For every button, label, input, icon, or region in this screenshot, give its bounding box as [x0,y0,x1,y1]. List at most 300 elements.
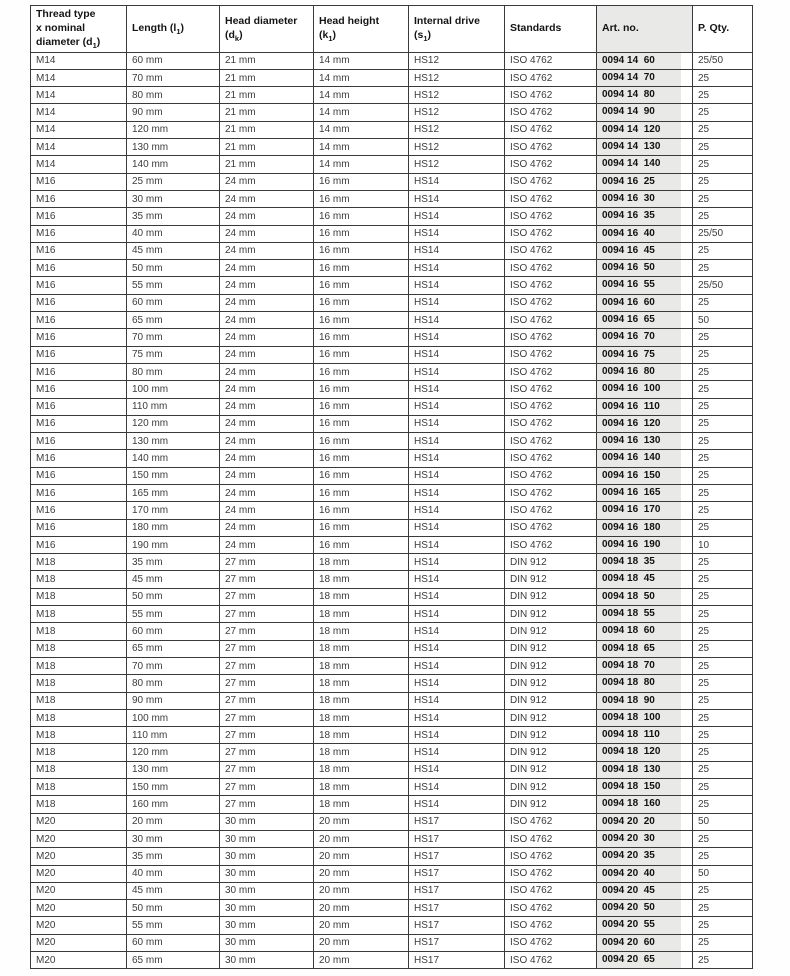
art-no-highlight: 0094 18 100 [597,710,681,726]
cell-head-height: 18 mm [314,709,409,726]
cell-standards: DIN 912 [505,727,597,744]
cell-head-diameter: 21 mm [220,52,314,69]
table-row [31,934,753,951]
cell-internal-drive: HS14 [409,346,505,363]
cell-length: 55 mm [127,917,220,934]
cell-art-no [597,779,693,796]
cell-head-diameter: 27 mm [220,692,314,709]
cell-length: 160 mm [127,796,220,813]
cell-art-no [597,190,693,207]
cell-art-no [597,329,693,346]
cell-art-no [597,640,693,657]
cell-art-no [597,277,693,294]
art-no-highlight: 0094 18 90 [597,693,681,709]
art-no-highlight: 0094 14 120 [597,122,681,138]
cell-length: 140 mm [127,450,220,467]
cell-length: 70 mm [127,657,220,674]
cell-head-diameter: 24 mm [220,398,314,415]
art-no-highlight: 0094 16 130 [597,433,681,449]
art-no-highlight: 0094 20 40 [597,866,681,882]
art-no-highlight: 0094 16 55 [597,277,681,293]
cell-art-no [597,519,693,536]
table-row [31,657,753,674]
cell-internal-drive: HS14 [409,692,505,709]
cell-length: 45 mm [127,882,220,899]
cell-head-height: 16 mm [314,190,409,207]
cell-thread-type: M18 [31,623,127,640]
cell-art-no [597,225,693,242]
table-row [31,554,753,571]
cell-standards: ISO 4762 [505,952,597,969]
cell-art-no [597,381,693,398]
cell-standards: ISO 4762 [505,312,597,329]
cell-thread-type: M16 [31,363,127,380]
cell-art-no [597,796,693,813]
cell-length: 35 mm [127,848,220,865]
cell-p-qty: 25 [693,242,753,259]
cell-head-height: 16 mm [314,208,409,225]
table-row [31,882,753,899]
cell-thread-type: M18 [31,744,127,761]
cell-standards: ISO 4762 [505,398,597,415]
table-row [31,156,753,173]
cell-internal-drive: HS17 [409,900,505,917]
cell-p-qty: 25 [693,190,753,207]
cell-head-height: 16 mm [314,519,409,536]
cell-standards: ISO 4762 [505,104,597,121]
cell-p-qty: 25 [693,398,753,415]
cell-head-diameter: 30 mm [220,900,314,917]
cell-head-diameter: 30 mm [220,813,314,830]
cell-p-qty: 25 [693,433,753,450]
cell-length: 150 mm [127,467,220,484]
cell-head-height: 18 mm [314,727,409,744]
cell-p-qty: 25 [693,294,753,311]
cell-head-diameter: 24 mm [220,208,314,225]
cell-internal-drive: HS17 [409,882,505,899]
cell-head-diameter: 24 mm [220,536,314,553]
cell-thread-type: M18 [31,727,127,744]
cell-p-qty: 25 [693,779,753,796]
cell-standards: ISO 4762 [505,156,597,173]
cell-internal-drive: HS14 [409,485,505,502]
cell-p-qty: 25 [693,761,753,778]
cell-thread-type: M18 [31,761,127,778]
cell-head-height: 18 mm [314,606,409,623]
cell-internal-drive: HS12 [409,87,505,104]
cell-length: 190 mm [127,536,220,553]
cell-head-height: 20 mm [314,865,409,882]
cell-thread-type: M16 [31,329,127,346]
cell-standards: ISO 4762 [505,900,597,917]
cell-p-qty: 25 [693,952,753,969]
cell-head-diameter: 24 mm [220,312,314,329]
cell-p-qty: 25/50 [693,52,753,69]
cell-thread-type: M20 [31,848,127,865]
cell-p-qty: 25 [693,121,753,138]
cell-internal-drive: HS14 [409,744,505,761]
cell-head-diameter: 24 mm [220,415,314,432]
cell-thread-type: M18 [31,588,127,605]
cell-standards: ISO 4762 [505,934,597,951]
cell-head-height: 20 mm [314,917,409,934]
table-row [31,139,753,156]
cell-length: 90 mm [127,692,220,709]
table-row [31,173,753,190]
cell-p-qty: 50 [693,312,753,329]
cell-internal-drive: HS14 [409,277,505,294]
product-spec-table [30,5,753,969]
cell-thread-type: M16 [31,277,127,294]
cell-p-qty: 10 [693,536,753,553]
art-no-highlight: 0094 16 110 [597,399,681,415]
cell-thread-type: M20 [31,900,127,917]
cell-internal-drive: HS14 [409,450,505,467]
cell-head-diameter: 24 mm [220,294,314,311]
cell-standards: ISO 4762 [505,865,597,882]
cell-thread-type: M20 [31,830,127,847]
table-row [31,208,753,225]
cell-p-qty: 25 [693,657,753,674]
cell-art-no [597,657,693,674]
cell-length: 55 mm [127,277,220,294]
subscript: 1 [423,33,428,43]
cell-internal-drive: HS14 [409,675,505,692]
cell-length: 70 mm [127,69,220,86]
cell-internal-drive: HS12 [409,69,505,86]
cell-internal-drive: HS12 [409,139,505,156]
art-no-highlight: 0094 18 60 [597,623,681,639]
table-row [31,779,753,796]
cell-internal-drive: HS14 [409,208,505,225]
table-row [31,830,753,847]
cell-length: 35 mm [127,554,220,571]
cell-head-height: 16 mm [314,485,409,502]
art-no-highlight: 0094 20 50 [597,900,681,916]
cell-art-no [597,606,693,623]
cell-standards: ISO 4762 [505,190,597,207]
art-no-highlight: 0094 20 45 [597,883,681,899]
cell-head-diameter: 24 mm [220,225,314,242]
cell-art-no [597,502,693,519]
cell-length: 65 mm [127,640,220,657]
cell-standards: ISO 4762 [505,882,597,899]
cell-thread-type: M18 [31,657,127,674]
cell-standards: DIN 912 [505,640,597,657]
cell-length: 40 mm [127,865,220,882]
cell-head-height: 16 mm [314,294,409,311]
cell-art-no [597,450,693,467]
cell-internal-drive: HS14 [409,294,505,311]
table-row [31,242,753,259]
cell-p-qty: 25 [693,139,753,156]
cell-internal-drive: HS14 [409,260,505,277]
art-no-highlight: 0094 16 65 [597,312,681,328]
cell-head-height: 16 mm [314,225,409,242]
cell-head-diameter: 27 mm [220,623,314,640]
table-row [31,312,753,329]
cell-art-no [597,104,693,121]
cell-head-diameter: 21 mm [220,104,314,121]
cell-art-no [597,398,693,415]
art-no-highlight: 0094 18 45 [597,571,681,587]
cell-internal-drive: HS14 [409,657,505,674]
cell-head-diameter: 24 mm [220,502,314,519]
cell-head-diameter: 21 mm [220,121,314,138]
cell-standards: ISO 4762 [505,450,597,467]
cell-art-no [597,69,693,86]
cell-thread-type: M16 [31,467,127,484]
cell-art-no [597,173,693,190]
table-row [31,952,753,969]
cell-head-height: 18 mm [314,796,409,813]
cell-standards: ISO 4762 [505,519,597,536]
cell-head-height: 16 mm [314,329,409,346]
cell-internal-drive: HS17 [409,865,505,882]
cell-thread-type: M16 [31,260,127,277]
cell-thread-type: M14 [31,139,127,156]
art-no-highlight: 0094 16 100 [597,381,681,397]
cell-length: 120 mm [127,415,220,432]
table-row [31,329,753,346]
cell-head-height: 16 mm [314,260,409,277]
art-no-highlight: 0094 16 150 [597,468,681,484]
cell-standards: DIN 912 [505,554,597,571]
cell-length: 180 mm [127,519,220,536]
cell-art-no [597,813,693,830]
cell-thread-type: M16 [31,173,127,190]
cell-head-diameter: 24 mm [220,242,314,259]
cell-length: 25 mm [127,173,220,190]
cell-head-diameter: 30 mm [220,865,314,882]
cell-head-diameter: 24 mm [220,329,314,346]
cell-thread-type: M16 [31,433,127,450]
cell-p-qty: 25 [693,554,753,571]
cell-art-no [597,761,693,778]
cell-art-no [597,882,693,899]
cell-thread-type: M16 [31,312,127,329]
cell-internal-drive: HS12 [409,121,505,138]
cell-internal-drive: HS14 [409,312,505,329]
art-no-highlight: 0094 16 35 [597,208,681,224]
cell-standards: ISO 4762 [505,277,597,294]
cell-p-qty: 25 [693,934,753,951]
cell-p-qty: 25 [693,727,753,744]
cell-length: 60 mm [127,52,220,69]
cell-thread-type: M16 [31,190,127,207]
cell-internal-drive: HS17 [409,952,505,969]
cell-art-no [597,156,693,173]
cell-length: 30 mm [127,830,220,847]
cell-head-diameter: 24 mm [220,519,314,536]
col-header-internal-drive: Internal drive $(s_1)$ [409,6,505,53]
art-no-highlight: 0094 18 130 [597,762,681,778]
table-row [31,536,753,553]
art-no-highlight: 0094 20 20 [597,814,681,830]
art-no-highlight: 0094 18 120 [597,744,681,760]
cell-art-no [597,692,693,709]
cell-internal-drive: HS14 [409,536,505,553]
subscript: 1 [92,40,97,50]
cell-art-no [597,208,693,225]
cell-p-qty: 25 [693,519,753,536]
art-no-highlight: 0094 16 60 [597,295,681,311]
cell-p-qty: 25 [693,744,753,761]
table-row [31,692,753,709]
subscript: k [234,33,240,43]
cell-standards: DIN 912 [505,675,597,692]
cell-internal-drive: HS14 [409,433,505,450]
cell-internal-drive: HS17 [409,813,505,830]
cell-head-height: 18 mm [314,761,409,778]
table-row [31,260,753,277]
col-header-head-diameter: Head diameter $(d_k)$ [220,6,314,53]
cell-standards: DIN 912 [505,623,597,640]
cell-length: 65 mm [127,952,220,969]
cell-thread-type: M20 [31,865,127,882]
table-row [31,900,753,917]
cell-p-qty: 50 [693,813,753,830]
cell-head-diameter: 30 mm [220,848,314,865]
cell-internal-drive: HS14 [409,173,505,190]
cell-thread-type: M16 [31,485,127,502]
cell-length: 50 mm [127,588,220,605]
table-row [31,865,753,882]
cell-internal-drive: HS14 [409,554,505,571]
cell-head-diameter: 24 mm [220,450,314,467]
cell-art-no [597,536,693,553]
cell-art-no [597,363,693,380]
art-no-highlight: 0094 16 75 [597,347,681,363]
table-row [31,709,753,726]
cell-thread-type: M16 [31,519,127,536]
cell-head-height: 16 mm [314,433,409,450]
cell-thread-type: M16 [31,294,127,311]
table-row [31,346,753,363]
cell-thread-type: M20 [31,952,127,969]
cell-standards: DIN 912 [505,692,597,709]
art-no-highlight: 0094 16 170 [597,502,681,518]
col-header-art-no: Art. no. [597,6,693,53]
table-row [31,121,753,138]
cell-art-no [597,415,693,432]
table-row [31,225,753,242]
cell-internal-drive: HS17 [409,934,505,951]
cell-length: 130 mm [127,433,220,450]
col-header-head-height: Head height $(k_1)$ [314,6,409,53]
cell-head-diameter: 27 mm [220,709,314,726]
col-header-length: Length $(l_1)$ [127,6,220,53]
cell-art-no [597,260,693,277]
cell-internal-drive: HS12 [409,104,505,121]
cell-standards: DIN 912 [505,709,597,726]
subscript: 1 [328,33,333,43]
cell-head-diameter: 24 mm [220,467,314,484]
cell-head-diameter: 21 mm [220,156,314,173]
cell-thread-type: M16 [31,381,127,398]
cell-head-height: 16 mm [314,363,409,380]
cell-thread-type: M14 [31,52,127,69]
cell-art-no [597,346,693,363]
cell-head-diameter: 24 mm [220,381,314,398]
cell-art-no [597,139,693,156]
cell-standards: ISO 4762 [505,467,597,484]
art-no-highlight: 0094 18 150 [597,779,681,795]
cell-standards: DIN 912 [505,796,597,813]
cell-head-height: 20 mm [314,952,409,969]
cell-head-height: 18 mm [314,571,409,588]
cell-head-height: 16 mm [314,381,409,398]
cell-head-diameter: 27 mm [220,744,314,761]
cell-thread-type: M14 [31,69,127,86]
cell-head-height: 18 mm [314,554,409,571]
cell-thread-type: M18 [31,554,127,571]
cell-p-qty: 25 [693,156,753,173]
cell-internal-drive: HS14 [409,242,505,259]
cell-internal-drive: HS14 [409,363,505,380]
cell-length: 70 mm [127,329,220,346]
cell-length: 150 mm [127,779,220,796]
cell-standards: DIN 912 [505,588,597,605]
cell-head-diameter: 27 mm [220,606,314,623]
cell-standards: ISO 4762 [505,502,597,519]
cell-head-diameter: 21 mm [220,139,314,156]
cell-thread-type: M18 [31,692,127,709]
cell-internal-drive: HS14 [409,727,505,744]
cell-head-diameter: 24 mm [220,363,314,380]
cell-art-no [597,433,693,450]
cell-internal-drive: HS14 [409,398,505,415]
cell-internal-drive: HS12 [409,52,505,69]
cell-standards: ISO 4762 [505,433,597,450]
cell-standards: ISO 4762 [505,415,597,432]
art-no-highlight: 0094 14 70 [597,70,681,86]
cell-length: 50 mm [127,900,220,917]
cell-length: 30 mm [127,190,220,207]
cell-thread-type: M20 [31,934,127,951]
cell-internal-drive: HS14 [409,640,505,657]
cell-length: 120 mm [127,744,220,761]
cell-thread-type: M18 [31,675,127,692]
table-row [31,398,753,415]
cell-standards: DIN 912 [505,657,597,674]
cell-head-diameter: 30 mm [220,917,314,934]
cell-p-qty: 25 [693,329,753,346]
cell-standards: ISO 4762 [505,381,597,398]
cell-length: 20 mm [127,813,220,830]
cell-head-diameter: 30 mm [220,830,314,847]
table-row [31,571,753,588]
cell-p-qty: 25/50 [693,277,753,294]
art-no-highlight: 0094 14 130 [597,139,681,155]
cell-internal-drive: HS14 [409,329,505,346]
cell-length: 65 mm [127,312,220,329]
cell-head-height: 16 mm [314,242,409,259]
cell-p-qty: 25 [693,588,753,605]
cell-head-height: 20 mm [314,900,409,917]
table-row [31,294,753,311]
cell-art-no [597,485,693,502]
cell-standards: ISO 4762 [505,139,597,156]
cell-thread-type: M16 [31,398,127,415]
table-row [31,917,753,934]
cell-art-no [597,554,693,571]
cell-internal-drive: HS14 [409,796,505,813]
cell-internal-drive: HS12 [409,156,505,173]
table-row [31,675,753,692]
cell-p-qty: 25 [693,69,753,86]
cell-standards: ISO 4762 [505,225,597,242]
